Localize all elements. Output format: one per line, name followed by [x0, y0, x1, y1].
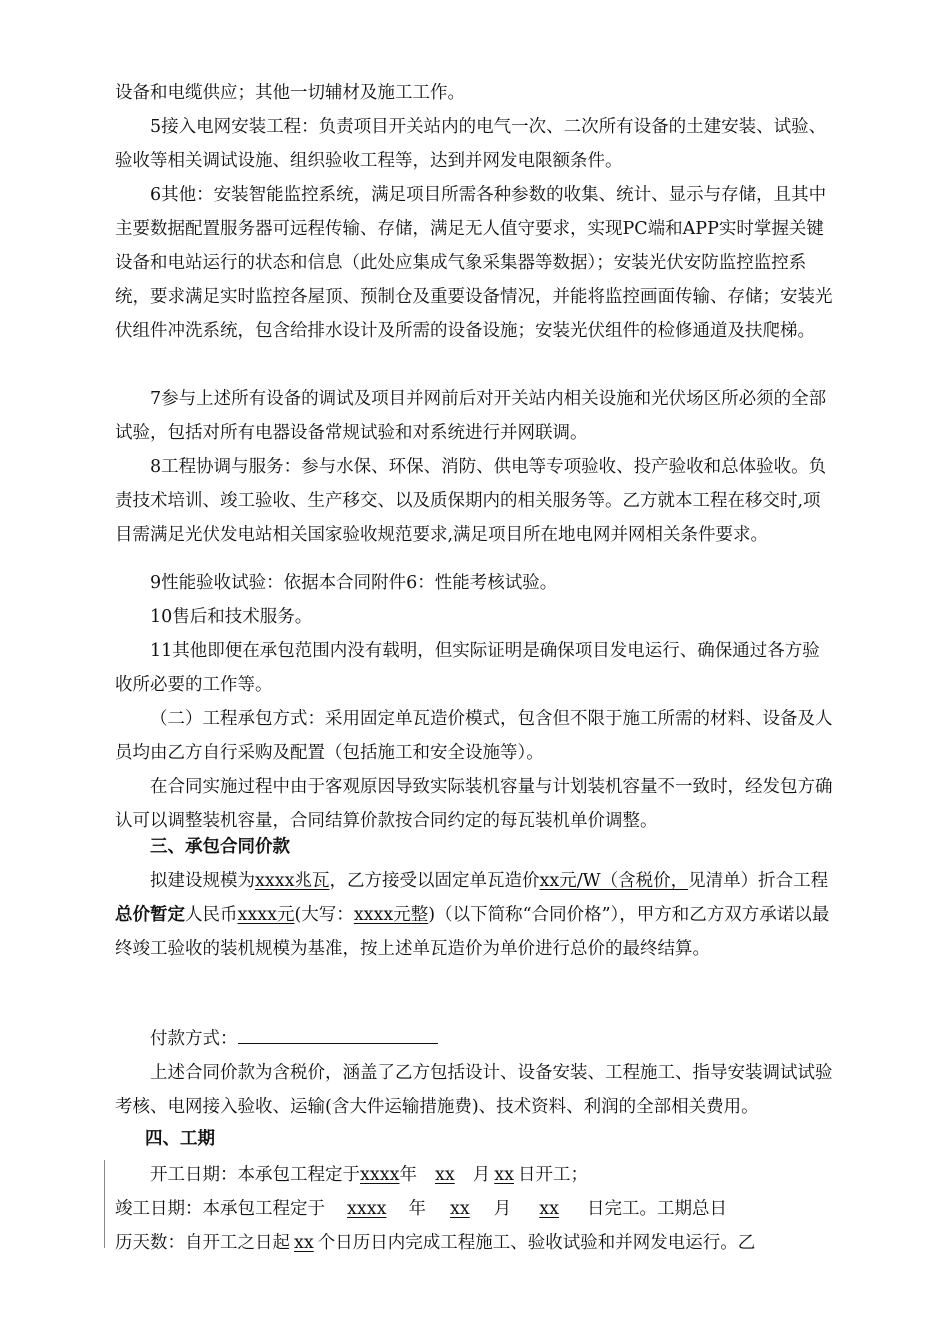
duration-text-1: 历天数：自开工之日起	[115, 1233, 290, 1253]
paragraph-contract-price	[115, 864, 835, 966]
paragraph-item-6: 6其他：安装智能监控系统，满足项目所需各种参数的收集、统计、显示与存储，且其中主要数据配置服务器可远程传输、存储，满足无人值守要求，实现PC端和APP实时掌握关键设备和电站运行的状态和信息（此处应集成气象采集器等数据）；安装光伏安防监控监控系统，要求满足实时监控各屋顶、预制仓及重要设备情况，并能将监控画面传输、存储；安装光伏组件冲洗系统，包含给排水设计及所需的设备设施；安装光伏组件的检修通道及扶爬梯。	[115, 185, 833, 341]
paragraph-item-10: 10售后和技术服务。	[150, 607, 313, 627]
start-date-line	[150, 1158, 880, 1192]
start-year: xxxx	[360, 1165, 400, 1185]
price-text-4: 折合工程	[758, 871, 829, 891]
paragraph-item-9: 9性能验收试验：依据本合同附件6：性能考核试验。	[150, 573, 558, 593]
end-date-text-2: 年	[408, 1199, 426, 1219]
start-day: xx	[494, 1165, 514, 1185]
scale-value: xxxx兆瓦	[255, 871, 330, 891]
margin-revision-mark	[104, 1160, 105, 1248]
paragraph-capacity-adjustment: 在合同实施过程中由于客观原因导致实际装机容量与计划装机容量不一致时，经发包方确认可以调整装机容量，合同结算价款按合同约定的每瓦装机单价调整。	[115, 777, 833, 831]
duration-line	[115, 1226, 845, 1260]
total-price-uppercase-value: xxxx元整	[353, 905, 429, 925]
duration-text-2: 个日历日内完成工程施工、验收试验和并网发电运行。乙	[317, 1233, 756, 1253]
start-date-text-3: 月	[472, 1165, 491, 1185]
start-date-text-1: 开工日期：本承包工程定于	[150, 1165, 360, 1185]
paragraph-item-11: 11其他即便在承包范围内没有载明，但实际证明是确保项目发电运行、确保通过各方验收所必要的工作等。	[115, 641, 820, 695]
end-year: xxxx	[347, 1199, 387, 1219]
price-text-2: ，乙方接受以固定单瓦造价	[329, 871, 540, 891]
payment-method-blank	[238, 1023, 438, 1044]
price-text-5: 人民币	[185, 905, 238, 925]
end-date-line	[115, 1192, 845, 1226]
paragraph-item-5: 5接入电网安装工程：负责项目开关站内的电气一次、二次所有设备的土建安装、试验、验收等相关调试设施、组织验收工程等，达到并网发电限额条件。	[115, 117, 827, 171]
paragraph-item-7: 7参与上述所有设备的调试及项目并网前后对开关站内相关设施和光伏场区所必须的全部试验，包括对所有电器设备常规试验和对系统进行并网联调。	[115, 389, 827, 443]
total-price-tentative-label: 总价暂定	[115, 905, 185, 925]
end-date-text-3: 月	[493, 1199, 512, 1219]
end-day: xx	[539, 1199, 559, 1219]
duration-days: xx	[294, 1233, 314, 1253]
end-date-text-4: 日完工。工期总日	[586, 1199, 727, 1219]
end-month: xx	[449, 1199, 470, 1219]
paragraph-item-8: 8工程协调与服务：参与水保、环保、消防、供电等专项验收、投产验收和总体验收。负责技术培训、竣工验收、生产移交、以及质保期内的相关服务等。乙方就本工程在移交时,项目需满足光伏发电站相关国家验收规范要求,满足项目所在地电网并网相关条件要求。	[115, 457, 827, 545]
payment-method-label: 付款方式：	[150, 1029, 238, 1049]
price-text-3: 见清单）	[688, 871, 759, 891]
price-text-7: )（以下简称“合同价格”），甲方和乙方双方承诺以最终竣工验收的装机规模为基准，按上述单瓦造价为单价进行总价的最终结算。	[115, 905, 830, 959]
price-text-6: (大写：	[294, 905, 354, 925]
start-date-text-2: 年	[399, 1165, 417, 1185]
price-text-1: 拟建设规模为	[150, 871, 255, 891]
paragraph-equipment-supply: 设备和电缆供应；其他一切辅材及施工工作。	[115, 83, 465, 103]
start-date-text-4: 日开工；	[517, 1165, 588, 1185]
paragraph-fee-coverage: 上述合同价款为含税价，涵盖了乙方包括设计、设备安装、工程施工、指导安装调试试验考核、电网接入验收、运输(含大件运输措施费)、技术资料、利润的全部相关费用。	[115, 1063, 833, 1117]
start-month: xx	[434, 1165, 455, 1185]
section-heading-contract-price: 三、承包合同价款	[150, 837, 290, 857]
payment-method-line	[150, 1022, 880, 1056]
section-heading-schedule: 四、工期	[145, 1129, 215, 1149]
paragraph-contract-method: （二）工程承包方式：采用固定单瓦造价模式，包含但不限于施工所需的材料、设备及人员均由乙方自行采购及配置（包括施工和安全设施等）。	[115, 709, 833, 763]
unit-price-value: xx元/W（含税价，	[539, 871, 689, 891]
end-date-text-1: 竣工日期：本承包工程定于	[115, 1199, 325, 1219]
total-price-value: xxxx元	[237, 905, 295, 925]
